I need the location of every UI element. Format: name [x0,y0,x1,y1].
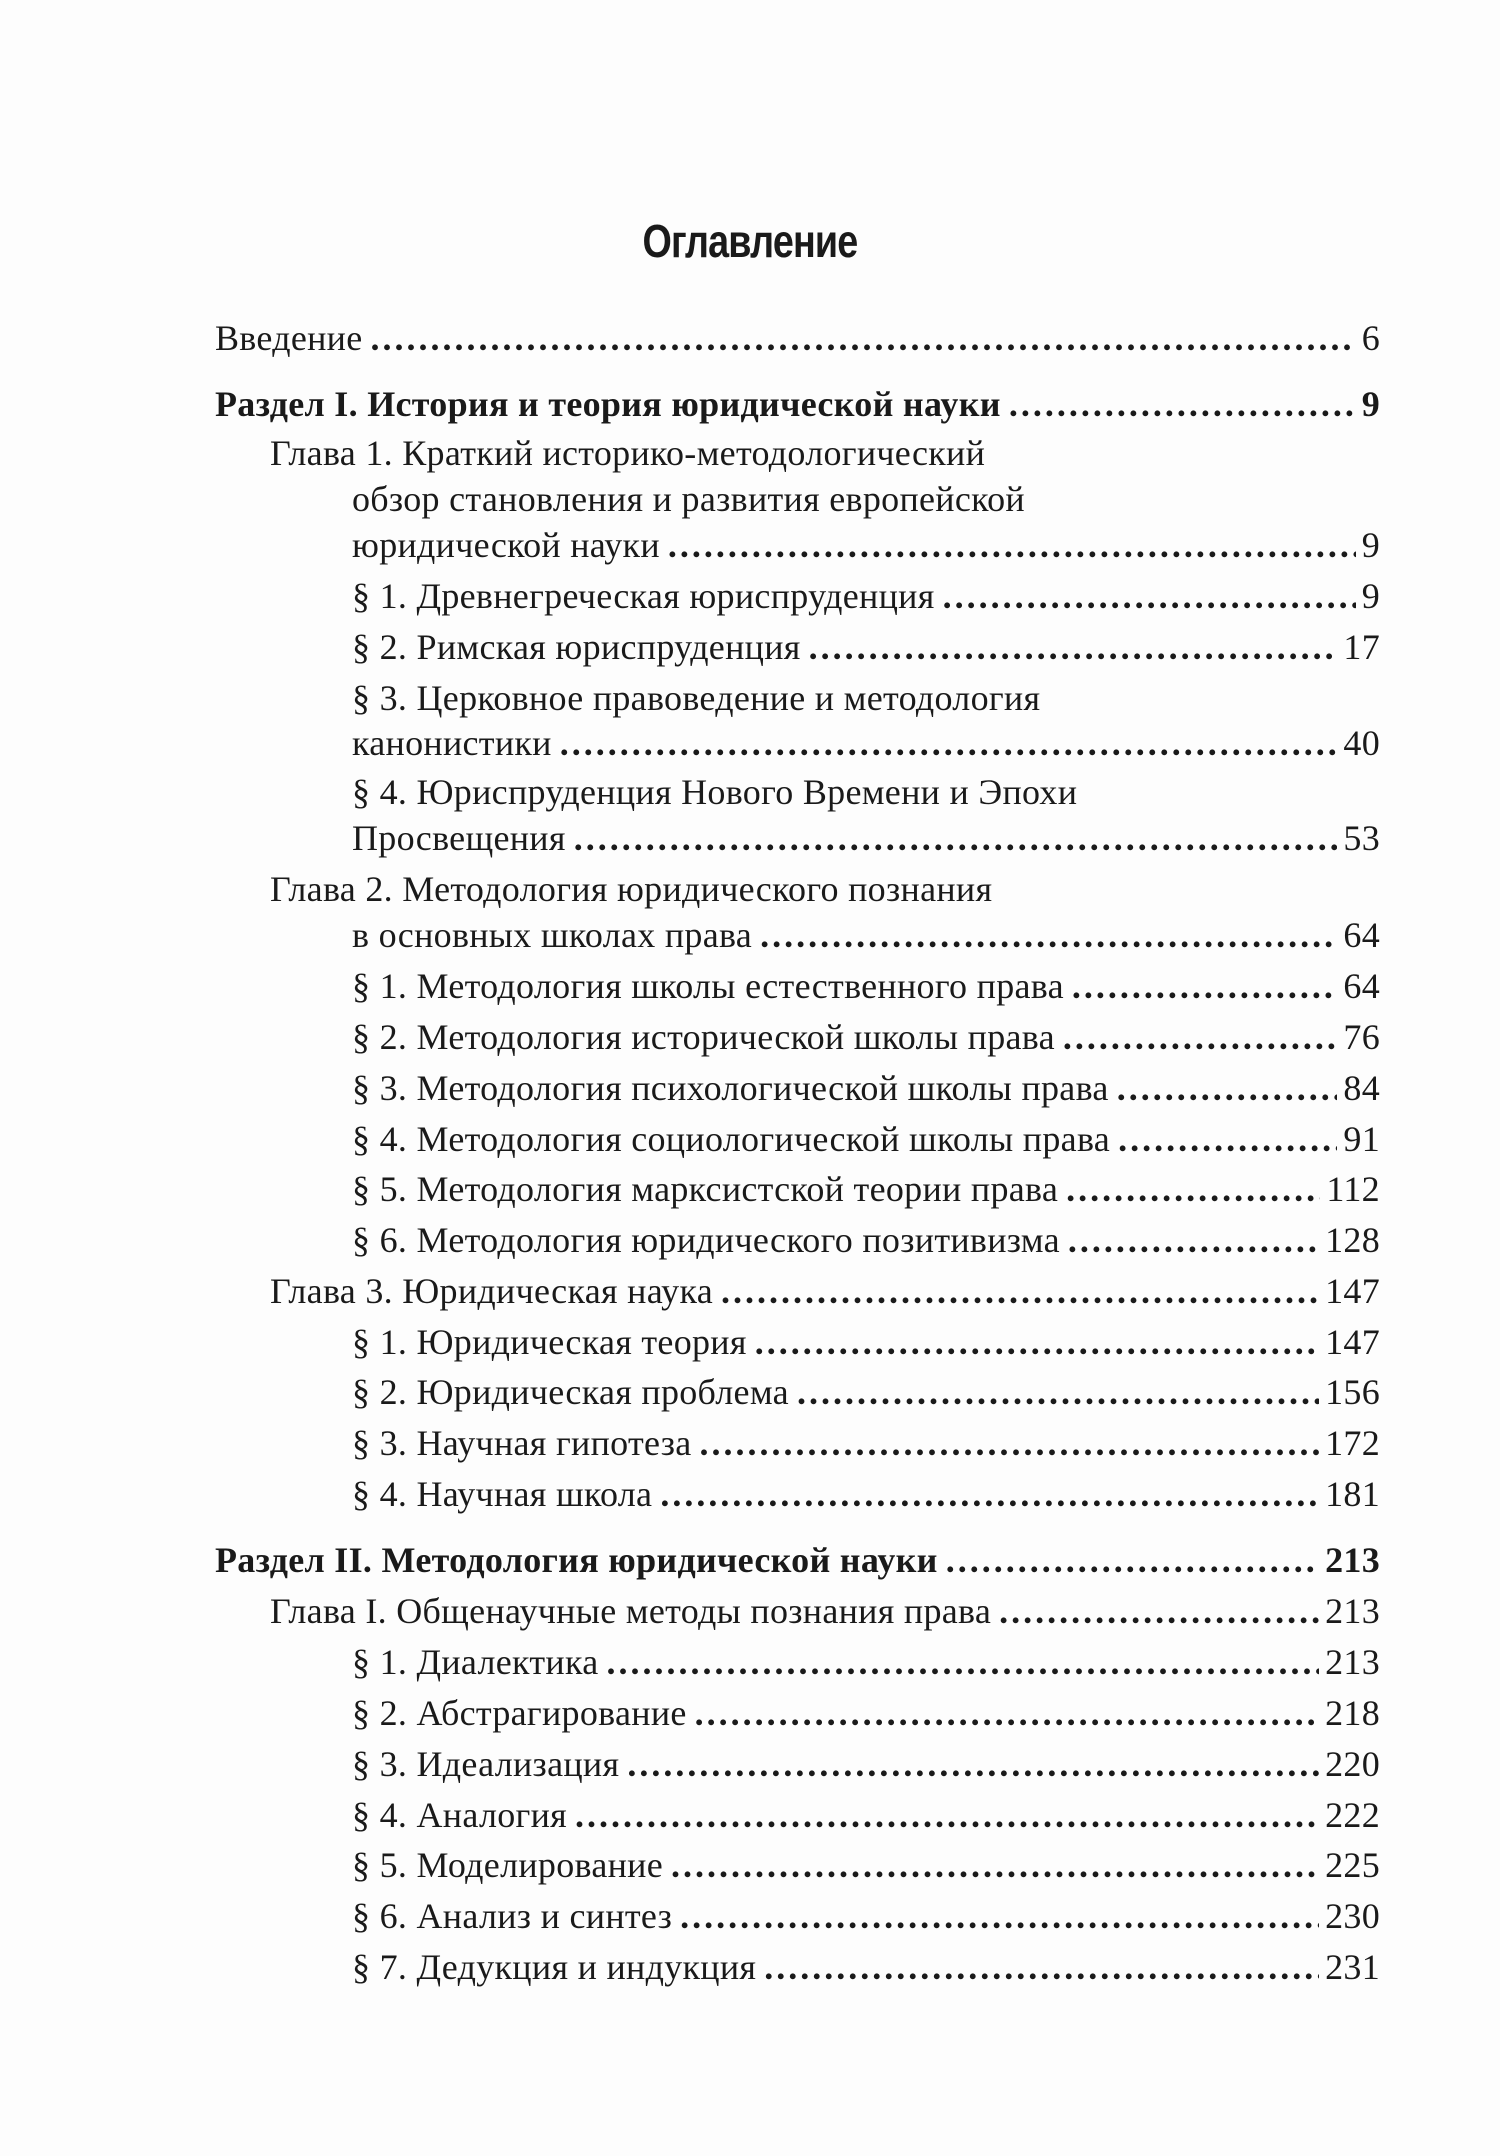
toc-entry-page: 91 [1343,1119,1380,1159]
toc-entry-text: обзор становления и развития европейской [352,479,1025,519]
toc-paragraph-line-1 [352,767,1380,817]
dot-leader [575,1790,1319,1840]
dot-leader [627,1739,1319,1789]
toc-entry-page: 213 [1325,1642,1380,1682]
toc-entry-text: § 3. Идеализация [352,1744,620,1784]
toc-paragraph [352,1012,1380,1062]
dot-leader [721,1266,1319,1316]
toc-paragraph [352,1739,1380,1789]
toc-entry-text: § 4. Научная школа [352,1474,653,1514]
toc-entry-page: 84 [1343,1068,1380,1108]
toc-entry-text: § 3. Методология психологической школы права [352,1068,1109,1108]
dot-leader [695,1688,1319,1738]
toc-paragraph [352,1840,1380,1890]
toc-entry-page: 53 [1343,818,1380,858]
dot-leader [943,571,1356,621]
toc-entry-text: юридической науки [352,525,660,565]
toc-chapter-1-line-3 [352,520,1380,570]
toc-paragraph [352,1891,1380,1941]
dot-leader [1009,379,1356,429]
toc-entry-text: § 4. Юриспруденция Нового Времени и Эпохи [352,772,1078,812]
toc-entry-text: § 2. Римская юриспруденция [352,627,801,667]
toc-chapter-1-line-2 [352,474,1380,524]
toc-entry-text: Глава 2. Методология юридического познания [270,869,993,909]
toc-paragraph [352,1942,1380,1992]
dot-leader [797,1367,1319,1417]
toc-entry-text: § 2. Методология исторической школы права [352,1017,1055,1057]
toc-paragraph [352,1063,1380,1113]
toc-paragraph [352,1637,1380,1687]
toc-entry-text: § 2. Юридическая проблема [352,1372,789,1412]
toc-entry-text: § 4. Методология социологической школы права [352,1119,1111,1159]
toc-entry-page: 128 [1325,1220,1380,1260]
toc-paragraph [352,1215,1380,1265]
toc-entry-page: 230 [1325,1896,1380,1936]
toc-entry-page: 9 [1361,576,1380,616]
toc-paragraph [352,1469,1380,1519]
dot-leader [671,1840,1319,1890]
toc-entry-page: 76 [1343,1017,1380,1057]
toc-section-1 [215,379,1380,429]
dot-leader [371,313,1356,363]
toc-entry-page: 9 [1361,384,1380,424]
toc-paragraph [352,1114,1380,1164]
dot-leader [680,1891,1319,1941]
dot-leader [999,1586,1319,1636]
toc-entry-text: Глава 1. Краткий историко-методологический [270,433,986,473]
toc-entry-text: § 5. Моделирование [352,1845,664,1885]
toc-entry-text: Раздел I. История и теория юридической науки [215,384,1001,424]
dot-leader [764,1942,1319,1992]
toc-entry-text: Введение [215,318,363,358]
dot-leader [560,718,1338,768]
toc-entry-page: 225 [1325,1845,1380,1885]
toc-paragraph-line-2 [352,718,1380,768]
toc-paragraph [352,1317,1380,1367]
toc-entry-page: 9 [1361,525,1380,565]
toc-paragraph [352,1164,1380,1214]
toc-entry-text: канонистики [352,723,552,763]
toc-entry-introduction [215,313,1380,363]
toc-entry-page: 112 [1326,1169,1380,1209]
toc-chapter [270,1586,1380,1636]
toc-entry-text: § 6. Анализ и синтез [352,1896,673,1936]
toc-entry-text: § 7. Дедукция и индукция [352,1947,757,1987]
dot-leader [809,622,1338,672]
toc-entry-text: Глава I. Общенаучные методы познания права [270,1591,992,1631]
toc-entry-text: § 1. Диалектика [352,1642,599,1682]
toc-entry-page: 6 [1361,318,1380,358]
toc-paragraph [352,622,1380,672]
dot-leader [1066,1164,1320,1214]
toc-entry-page: 220 [1325,1744,1380,1784]
toc-paragraph [352,571,1380,621]
dot-leader [700,1418,1320,1468]
toc-entry-text: § 1. Древнегреческая юриспруденция [352,576,935,616]
toc-paragraph [352,1688,1380,1738]
toc-entry-page: 218 [1325,1693,1380,1733]
dot-leader [660,1469,1319,1519]
toc-entry-text: в основных школах права [352,915,753,955]
toc-entry-text: § 5. Методология марксистской теории права [352,1169,1059,1209]
page-title: Оглавление [642,215,858,267]
toc-entry-page: 213 [1325,1591,1380,1631]
toc-chapter-3 [270,1266,1380,1316]
dot-leader [946,1535,1319,1585]
toc-paragraph-line-2 [352,813,1380,863]
toc-entry-text: Просвещения [352,818,566,858]
toc-entry-page: 64 [1343,915,1380,955]
toc-paragraph [352,1790,1380,1840]
dot-leader [755,1317,1319,1367]
toc-chapter-2-line-1 [270,864,1380,914]
dot-leader [607,1637,1320,1687]
toc-entry-page: 172 [1325,1423,1380,1463]
dot-leader [574,813,1338,863]
toc-entry-page: 231 [1325,1947,1380,1987]
toc-paragraph [352,961,1380,1011]
toc-entry-text: § 2. Абстрагирование [352,1693,687,1733]
dot-leader [1063,1012,1337,1062]
toc-entry-page: 222 [1325,1795,1380,1835]
toc-entry-page: 147 [1325,1322,1380,1362]
toc-entry-page: 156 [1325,1372,1380,1412]
toc-entry-text: Глава 3. Юридическая наука [270,1271,713,1311]
dot-leader [1118,1114,1337,1164]
toc-entry-text: § 1. Юридическая теория [352,1322,747,1362]
toc-entry-text: § 1. Методология школы естественного права [352,966,1064,1006]
toc-entry-page: 213 [1325,1540,1380,1580]
toc-entry-page: 17 [1343,627,1380,667]
toc-entry-page: 40 [1343,723,1380,763]
toc-entry-text: § 3. Научная гипотеза [352,1423,692,1463]
toc-entry-page: 64 [1343,966,1380,1006]
toc-paragraph [352,1367,1380,1417]
toc-entry-page: 147 [1325,1271,1380,1311]
toc-chapter-2-line-2 [352,910,1380,960]
toc-entry-text: § 3. Церковное правоведение и методология [352,678,1041,718]
toc-entry-text: Раздел II. Методология юридической науки [215,1540,938,1580]
dot-leader [760,910,1337,960]
toc-paragraph-line-1 [352,673,1380,723]
dot-leader [1117,1063,1338,1113]
dot-leader [1072,961,1338,1011]
toc-chapter-1-line-1 [270,428,1380,478]
dot-leader [1068,1215,1319,1265]
toc-section-2 [215,1535,1380,1585]
toc-entry-text: § 4. Аналогия [352,1795,568,1835]
toc-paragraph [352,1418,1380,1468]
toc-entry-text: § 6. Методология юридического позитивизма [352,1220,1060,1260]
toc-entry-page: 181 [1325,1474,1380,1514]
dot-leader [668,520,1356,570]
